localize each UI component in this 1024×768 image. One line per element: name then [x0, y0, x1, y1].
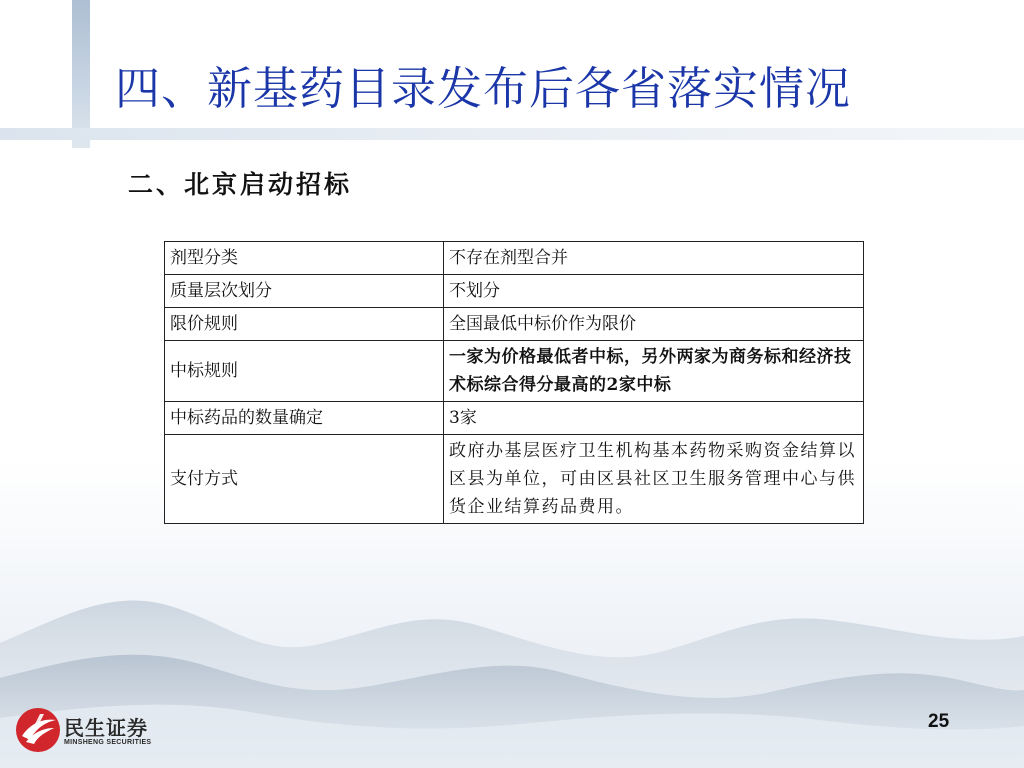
tender-info-table — [164, 241, 864, 524]
row-label: 剂型分类 — [165, 242, 444, 275]
row-value: 3家 — [444, 402, 864, 435]
logo-name-en: MINSHENG SECURITIES — [64, 739, 152, 746]
page-number: 25 — [928, 711, 950, 732]
row-label: 中标规则 — [165, 341, 444, 402]
row-value: 全国最低中标价作为限价 — [444, 308, 864, 341]
row-value: 不存在剂型合并 — [444, 242, 864, 275]
table-row — [165, 308, 864, 341]
title-band — [0, 128, 1024, 140]
decorative-stripe — [72, 0, 90, 148]
table-row — [165, 435, 864, 524]
row-label: 限价规则 — [165, 308, 444, 341]
logo-name-cn: 民生证券 — [64, 716, 148, 740]
slide-title: 四、新基药目录发布后各省落实情况 — [115, 62, 852, 115]
slide-subtitle: 二、北京启动招标 — [128, 170, 353, 199]
company-logo — [14, 706, 174, 756]
row-label: 支付方式 — [165, 435, 444, 524]
table-row — [165, 341, 864, 402]
table-row — [165, 402, 864, 435]
minsheng-logo-icon — [14, 706, 62, 754]
row-label: 质量层次划分 — [165, 275, 444, 308]
row-value: 不划分 — [444, 275, 864, 308]
row-value: 政府办基层医疗卫生机构基本药物采购资金结算以区县为单位，可由区县社区卫生服务管理中心与供货企业结算药品费用。 — [444, 435, 864, 524]
row-value: 一家为价格最低者中标，另外两家为商务标和经济技术标综合得分最高的2家中标 — [444, 341, 864, 402]
table-row — [165, 242, 864, 275]
table-row — [165, 275, 864, 308]
row-label: 中标药品的数量确定 — [165, 402, 444, 435]
